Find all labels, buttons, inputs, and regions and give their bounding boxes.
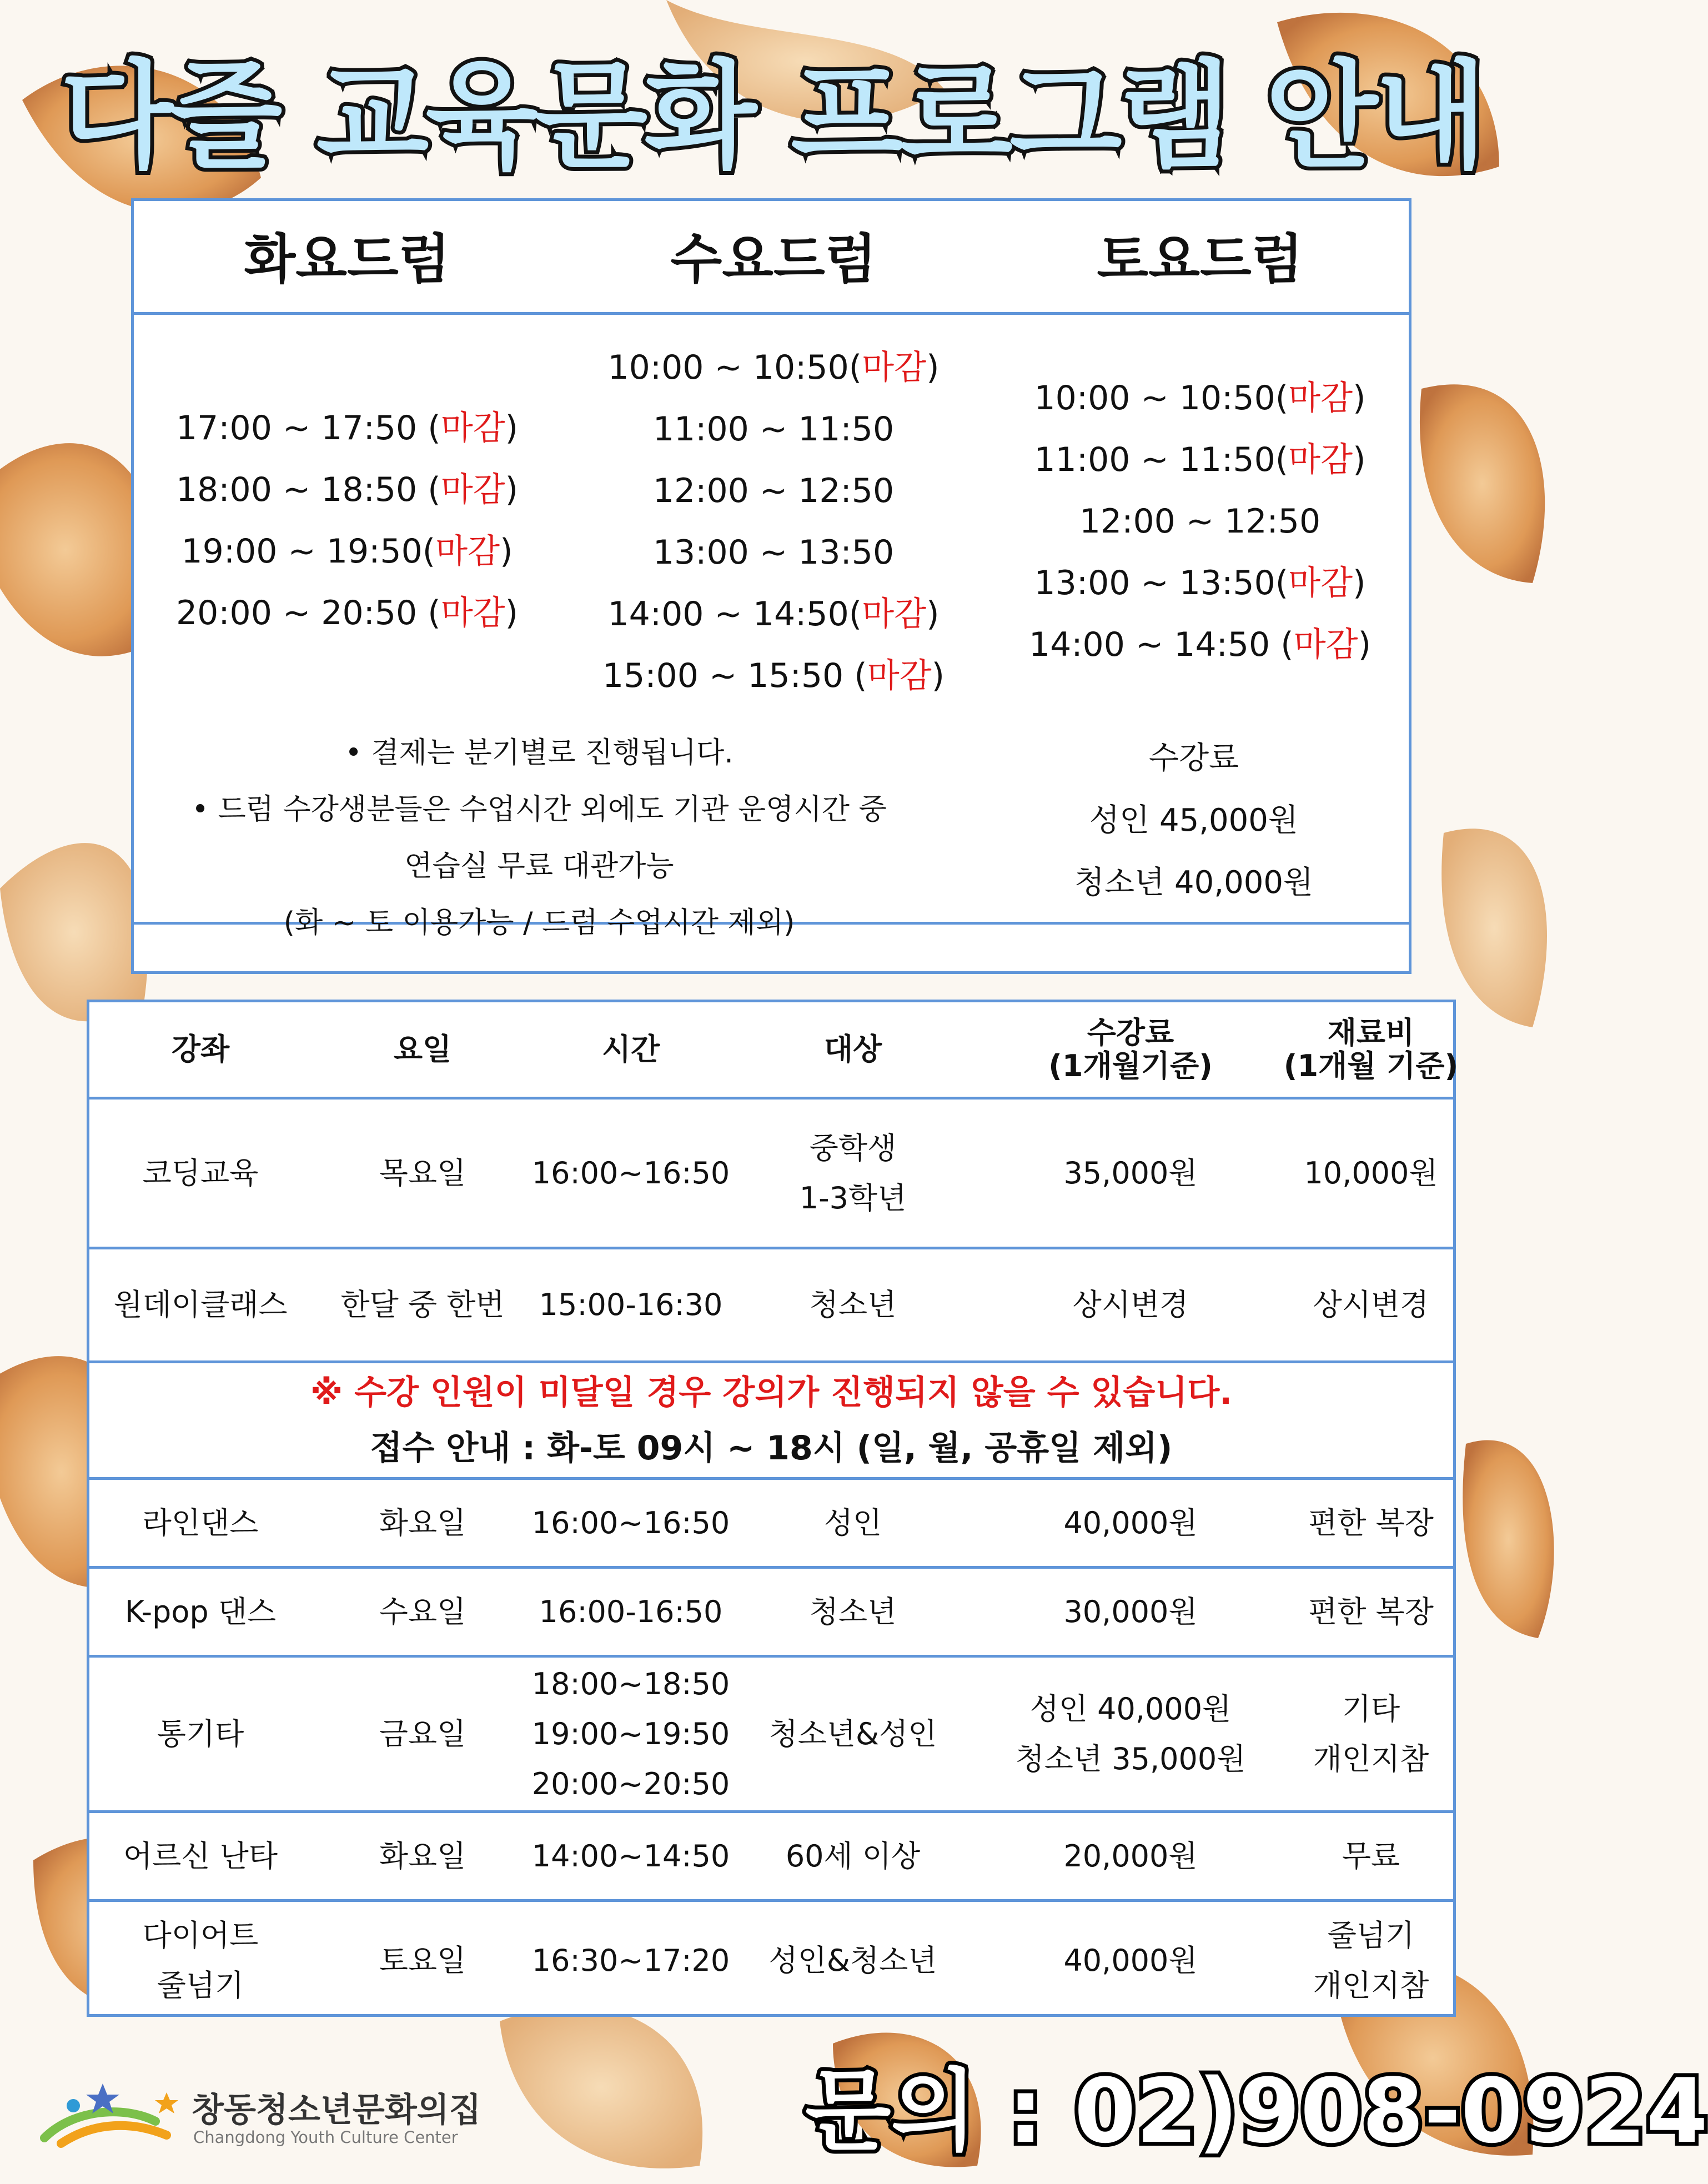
cell-target: 성인	[823, 1505, 882, 1540]
time-slot: 20:00 ~ 20:50 (마감)	[175, 594, 519, 632]
closed-label: 마감	[1293, 625, 1358, 664]
reception-hours: 접수 안내 : 화-토 09시 ~ 18시 (일, 월, 공휴일 제외)	[370, 1428, 1173, 1468]
cell-day: 토요일	[379, 1943, 466, 1978]
time-slot: 11:00 ~ 11:50	[652, 410, 895, 449]
cell-course: 코딩교육	[142, 1155, 259, 1191]
cell-fee: 상시변경	[1072, 1287, 1189, 1322]
table-row	[89, 1099, 1453, 1249]
time-slot: 11:00 ~ 11:50(마감)	[1034, 440, 1366, 479]
time-slot: 13:00 ~ 13:50	[652, 533, 895, 572]
cell-material: 기타 개인지참	[1313, 1691, 1429, 1776]
time-slot: 15:00 ~ 15:50 (마감)	[602, 656, 945, 695]
cell-time: 14:00~14:50	[531, 1838, 730, 1874]
cell-day: 화요일	[379, 1505, 466, 1540]
cell-material: 상시변경	[1313, 1287, 1429, 1322]
cell-target: 청소년	[809, 1594, 897, 1629]
closed-label: 마감	[862, 348, 927, 387]
cell-day: 금요일	[379, 1716, 466, 1751]
notice-cell	[89, 1363, 1453, 1477]
header-course: 강좌	[171, 1032, 230, 1067]
table-row	[89, 1813, 1453, 1902]
cell-target: 청소년&성인	[768, 1716, 937, 1751]
org-name: 창동청소년문화의집	[192, 2091, 481, 2130]
cell-target: 청소년	[809, 1287, 897, 1322]
cell-target: 60세 이상	[785, 1838, 921, 1874]
cell-course: K-pop 댄스	[124, 1594, 277, 1629]
drum-header-row	[134, 201, 1409, 315]
closed-label: 마감	[440, 409, 505, 448]
closed-label: 마감	[1288, 379, 1353, 418]
cell-material: 편한 복장	[1308, 1505, 1434, 1540]
table-row	[89, 1658, 1453, 1813]
drum-slots-wed	[560, 337, 987, 707]
cell-material: 편한 복장	[1308, 1594, 1434, 1629]
cell-day: 한달 중 한번	[340, 1287, 505, 1322]
cell-target: 성인&청소년	[768, 1943, 937, 1978]
table-row	[89, 1249, 1453, 1363]
table-row	[89, 1480, 1453, 1569]
cell-time: 16:30~17:20	[531, 1943, 730, 1978]
fee-adult: 성인 45,000원	[1089, 802, 1299, 839]
fee-label: 수강료	[1148, 740, 1239, 776]
table-row	[89, 1569, 1453, 1658]
program-table	[87, 1000, 1459, 2017]
closed-label: 마감	[435, 532, 500, 571]
cell-material: 무료	[1342, 1838, 1400, 1874]
enrollment-warning: ※ 수강 인원이 미달일 경우 강의가 진행되지 않을 수 있습니다.	[310, 1373, 1233, 1412]
time-slot: 14:00 ~ 14:50(마감)	[607, 595, 940, 634]
drum-slots-sat	[987, 368, 1413, 676]
time-slot: 19:00 ~ 19:50(마감)	[181, 532, 513, 571]
cell-day: 목요일	[379, 1155, 466, 1191]
time-slot: 18:00 ~ 18:50 (마감)	[175, 470, 519, 509]
time-slot: 12:00 ~ 12:50	[1079, 502, 1321, 541]
cell-day: 화요일	[379, 1838, 466, 1874]
note-payment: • 결제는 분기별로 진행됩니다.	[345, 736, 734, 770]
closed-label: 마감	[440, 470, 505, 509]
cell-material: 10,000원	[1304, 1155, 1438, 1191]
closed-label: 마감	[867, 656, 932, 695]
closed-label: 마감	[862, 595, 927, 634]
note-availability: (화 ~ 토 이용가능 / 드럼 수업시간 제외)	[283, 906, 795, 940]
drum-fee	[977, 727, 1410, 914]
cell-course: 라인댄스	[142, 1505, 259, 1540]
drum-slots-tue	[134, 398, 560, 644]
contact-phone: 문의 : 02)908-0924	[805, 2059, 1708, 2163]
cell-course: 어르신 난타	[123, 1838, 278, 1874]
time-slot: 14:00 ~ 14:50 (마감)	[1028, 625, 1372, 664]
note-free-rental: 연습실 무료 대관가능	[404, 850, 674, 883]
drum-col-sat-title: 토요드럼	[1097, 228, 1303, 290]
drum-col-wed-title: 수요드럼	[670, 228, 877, 290]
cell-fee: 40,000원	[1063, 1943, 1198, 1978]
cell-course: 다이어트 줄넘기	[142, 1918, 259, 2003]
cell-time: 16:00-16:50	[539, 1594, 723, 1629]
fee-youth: 청소년 40,000원	[1074, 865, 1314, 901]
cell-time: 16:00~16:50	[531, 1505, 730, 1540]
cell-time: 16:00~16:50	[531, 1155, 730, 1191]
time-slot: 12:00 ~ 12:50	[652, 471, 895, 510]
cell-time: 18:00~18:50 19:00~19:50 20:00~20:50	[531, 1666, 730, 1801]
table-row	[89, 1902, 1453, 2020]
cell-fee: 35,000원	[1063, 1155, 1198, 1191]
cell-material: 줄넘기 개인지참	[1313, 1918, 1429, 2003]
cell-day: 수요일	[379, 1594, 466, 1629]
time-slot: 10:00 ~ 10:50(마감)	[607, 348, 940, 387]
cell-fee: 20,000원	[1063, 1838, 1198, 1874]
org-subtitle: Changdong Youth Culture Center	[193, 2128, 458, 2147]
closed-label: 마감	[1288, 440, 1353, 479]
closed-label: 마감	[1288, 564, 1353, 603]
drum-col-tue-title: 화요드럼	[244, 228, 450, 290]
cell-course: 원데이클래스	[113, 1287, 288, 1322]
notice-row	[89, 1363, 1453, 1480]
cell-time: 15:00-16:30	[539, 1287, 723, 1322]
closed-label: 마감	[440, 594, 505, 632]
time-slot: 17:00 ~ 17:50 (마감)	[175, 409, 519, 448]
cell-course: 통기타	[157, 1716, 244, 1751]
header-day: 요일	[393, 1032, 452, 1067]
page-title: 다즐 교육문화 프로그램 안내	[60, 48, 1484, 184]
cell-fee: 40,000원	[1063, 1505, 1198, 1540]
drum-notes	[164, 725, 914, 951]
note-practice-room: • 드럼 수강생분들은 수업시간 외에도 기관 운영시간 중	[192, 793, 887, 826]
time-slot: 10:00 ~ 10:50(마감)	[1034, 379, 1366, 418]
header-time: 시간	[601, 1032, 660, 1067]
header-material: 재료비 (1개월 기준)	[1283, 1015, 1459, 1083]
table-header-row	[89, 1002, 1459, 1099]
time-slot: 13:00 ~ 13:50(마감)	[1034, 564, 1366, 603]
cell-fee: 성인 40,000원 청소년 35,000원	[1015, 1691, 1246, 1776]
cell-fee: 30,000원	[1063, 1594, 1198, 1629]
header-fee: 수강료 (1개월기준)	[1048, 1015, 1213, 1083]
header-target: 대상	[823, 1032, 882, 1067]
cell-target: 중학생 1-3학년	[799, 1130, 907, 1216]
